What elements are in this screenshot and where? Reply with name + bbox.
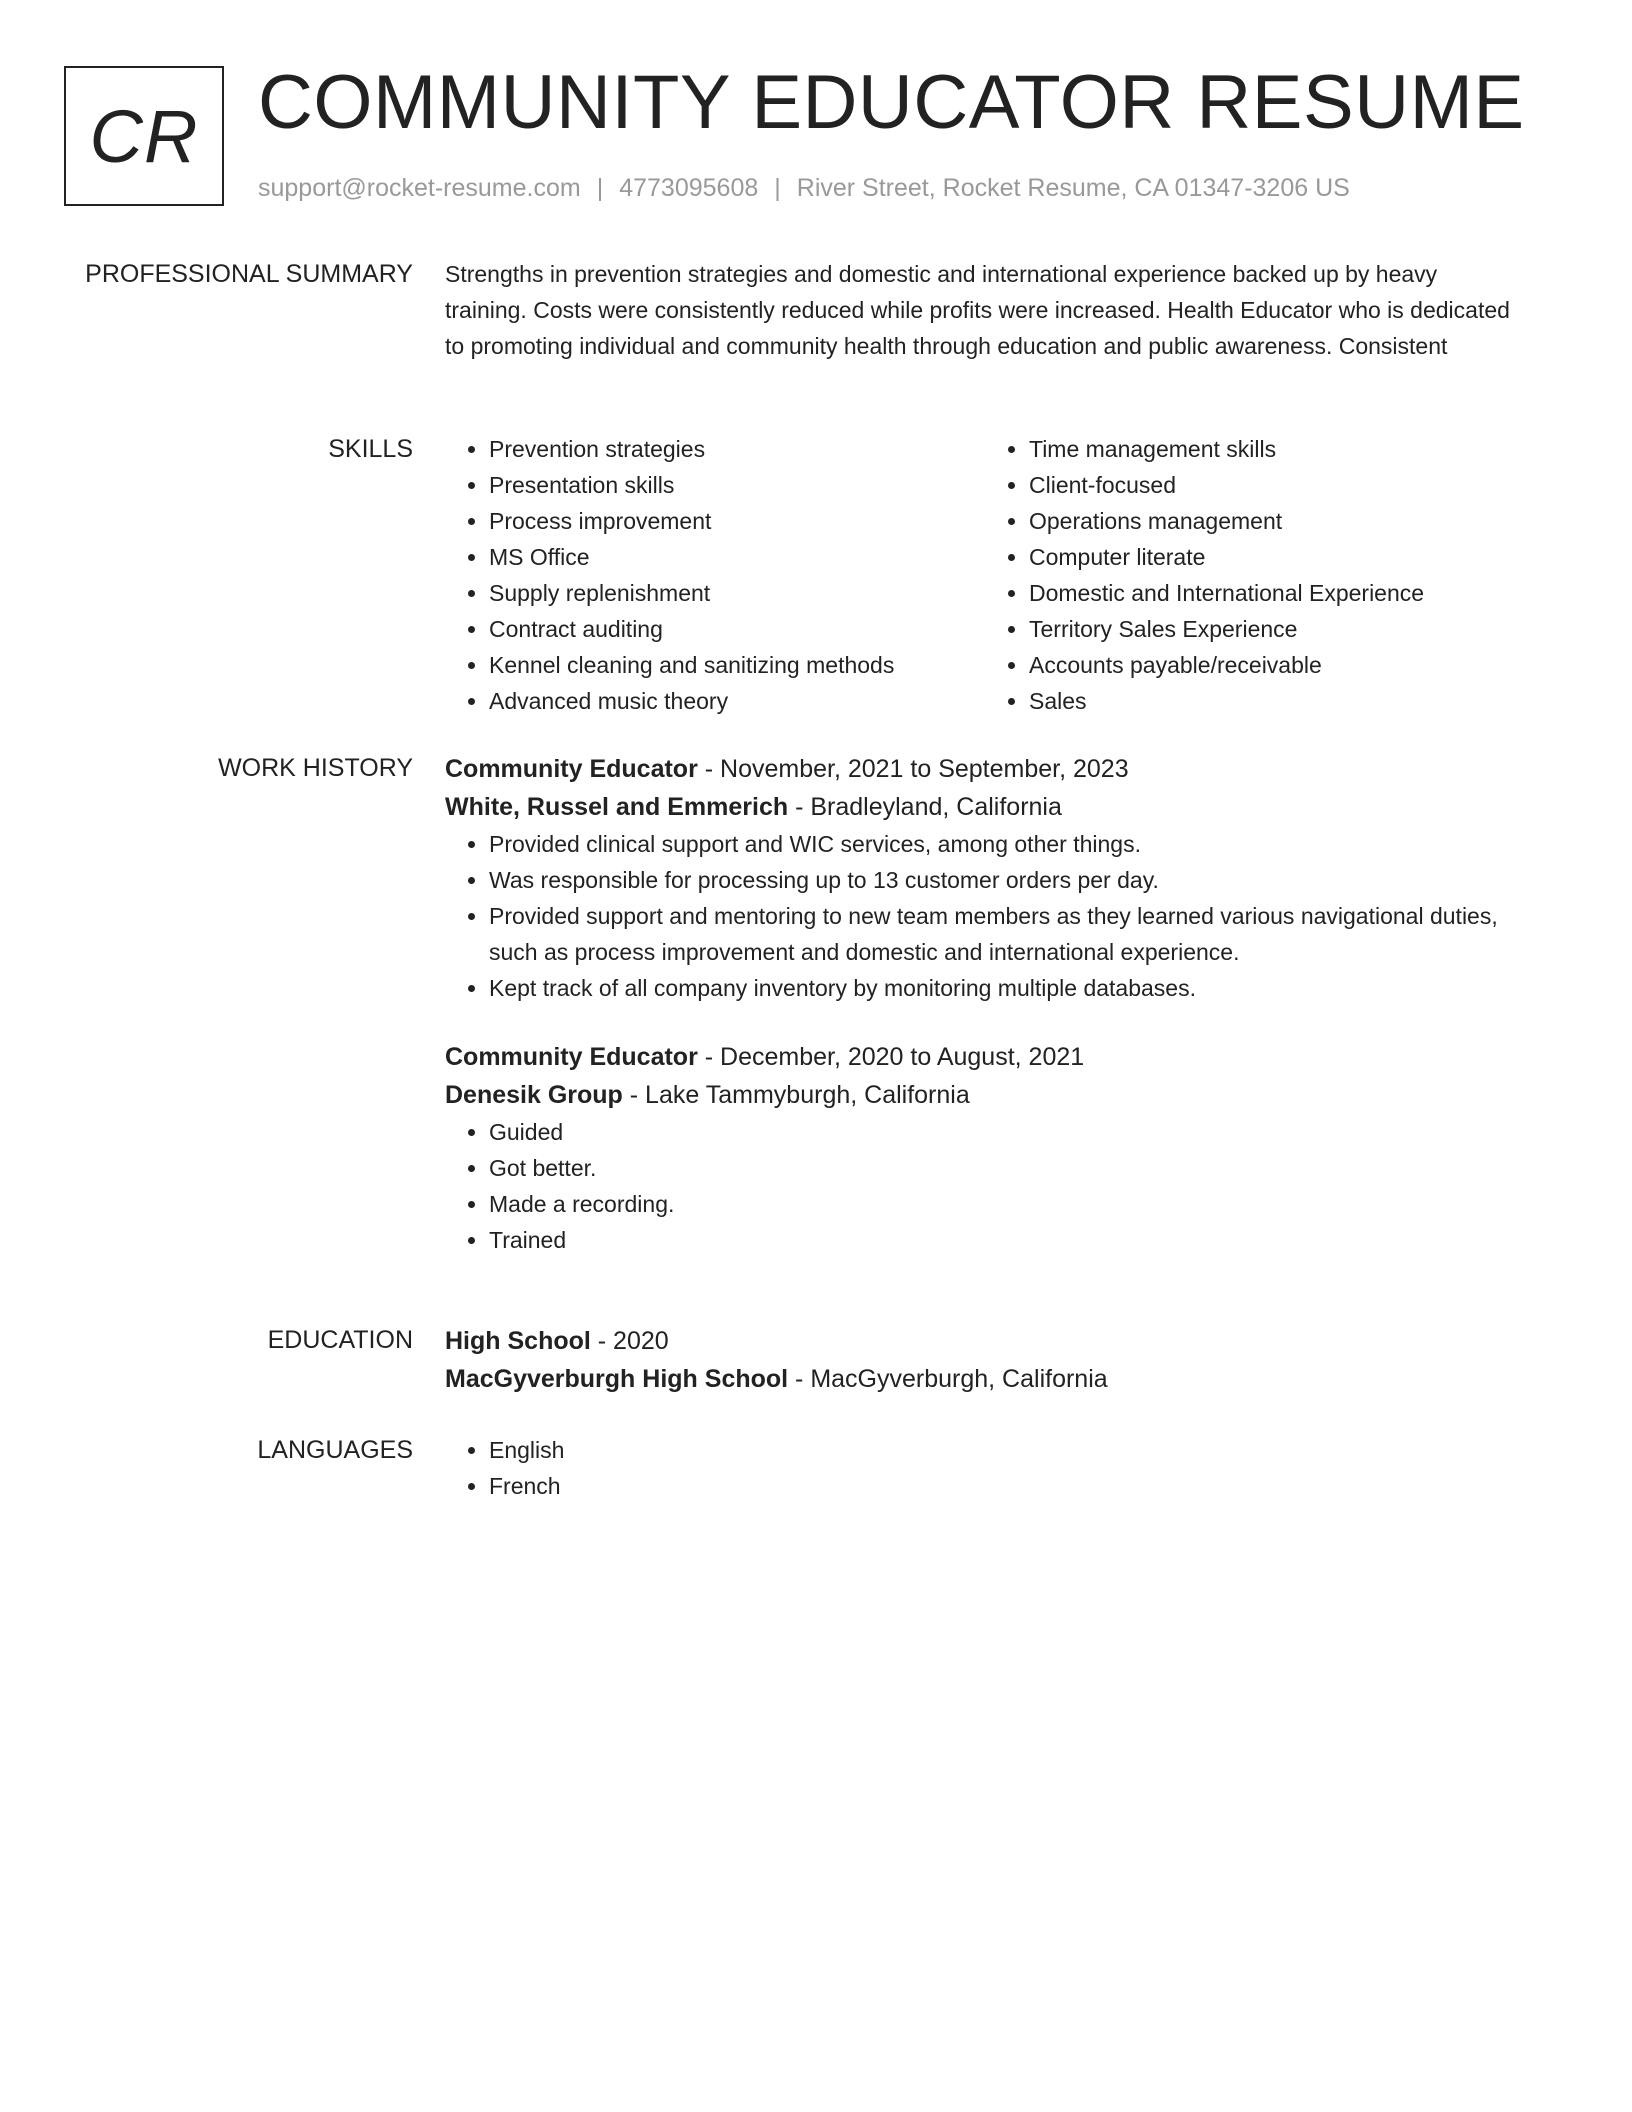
- job-company: Denesik Group: [445, 1081, 623, 1109]
- section-label-languages: LANGUAGES: [257, 1436, 413, 1464]
- contact-email: support@rocket-resume.com: [258, 174, 581, 202]
- skill-item: • Operations management: [1029, 503, 1525, 539]
- skill-item: • Kennel cleaning and sanitizing methods: [489, 647, 985, 683]
- section-label-work-history: WORK HISTORY: [218, 754, 413, 782]
- skill-item: • Computer literate: [1029, 539, 1525, 575]
- job-duty: • Provided clinical support and WIC services, among other things.: [489, 826, 1525, 862]
- skill-item: • Accounts payable/receivable: [1029, 647, 1525, 683]
- contact-separator: |: [596, 174, 604, 202]
- job-entry: [445, 750, 1525, 1006]
- skill-item: • Time management skills: [1029, 431, 1525, 467]
- job-duty: • Provided support and mentoring to new team members as they learned various navigational duties, such as process improvement and domestic and international experience.: [489, 898, 1525, 970]
- skill-item: • Process improvement: [489, 503, 985, 539]
- summary-body: [445, 256, 1525, 364]
- education-degree: High School: [445, 1327, 591, 1355]
- language-item: • French: [489, 1468, 1525, 1504]
- skill-item: • Sales: [1029, 683, 1525, 719]
- education-location: - MacGyverburgh, California: [788, 1365, 1108, 1393]
- job-company: White, Russel and Emmerich: [445, 793, 789, 821]
- monogram-initials: CR: [89, 94, 199, 178]
- skill-item: • MS Office: [489, 539, 985, 575]
- job-duty: • Guided: [489, 1114, 1525, 1150]
- section-label-education: EDUCATION: [267, 1326, 413, 1354]
- job-company-line: [445, 788, 1525, 826]
- skills-list-left: [445, 431, 985, 719]
- resume-title: COMMUNITY EDUCATOR RESUME: [258, 60, 1525, 145]
- section-label-skills: SKILLS: [328, 435, 413, 463]
- job-company-line: [445, 1076, 1525, 1114]
- languages-list: [445, 1432, 1525, 1504]
- skill-item: • Domestic and International Experience: [1029, 575, 1525, 611]
- job-duty: • Made a recording.: [489, 1186, 1525, 1222]
- job-title-line: [445, 750, 1525, 788]
- summary-text: Strengths in prevention strategies and domestic and international experience backed up by heavy training. Costs were consistently reduced while profits were increased. Health Educator who is dedicated to promoting individual and community health through education and public awareness. Consistent: [445, 261, 1510, 359]
- education-year: - 2020: [590, 1327, 669, 1355]
- job-duty: • Kept track of all company inventory by monitoring multiple databases.: [489, 970, 1525, 1006]
- education-school-line: [445, 1360, 1525, 1398]
- education-degree-line: [445, 1322, 1525, 1360]
- job-duty: • Trained: [489, 1222, 1525, 1258]
- job-title: Community Educator: [445, 755, 698, 783]
- job-location: - Bradleyland, California: [788, 793, 1062, 821]
- contact-address: River Street, Rocket Resume, CA 01347-3206 US: [796, 174, 1350, 202]
- skills-grid: [445, 431, 1525, 719]
- contact-separator: |: [774, 174, 781, 202]
- skill-item: • Prevention strategies: [489, 431, 985, 467]
- job-duty: • Got better.: [489, 1150, 1525, 1186]
- skill-item: • Territory Sales Experience: [1029, 611, 1525, 647]
- job-entry: [445, 1038, 1525, 1258]
- work-history-body: [445, 750, 1525, 1258]
- job-title-line: [445, 1038, 1525, 1076]
- education-body: [445, 1322, 1525, 1398]
- monogram-box: [64, 66, 224, 206]
- skill-item: • Contract auditing: [489, 611, 985, 647]
- job-title: Community Educator: [445, 1043, 698, 1071]
- skill-item: • Supply replenishment: [489, 575, 985, 611]
- skill-item: • Advanced music theory: [489, 683, 985, 719]
- job-location: - Lake Tammyburgh, California: [622, 1081, 970, 1109]
- contact-phone: 4773095608: [619, 174, 759, 202]
- contact-line: [258, 174, 1350, 203]
- skill-item: • Client-focused: [1029, 467, 1525, 503]
- job-duties-list: [445, 1114, 1525, 1258]
- skills-column-right: [985, 431, 1525, 719]
- languages-body: [445, 1432, 1525, 1504]
- education-school: MacGyverburgh High School: [445, 1365, 789, 1393]
- skill-item: • Presentation skills: [489, 467, 985, 503]
- skills-column-left: [445, 431, 985, 719]
- job-duty: • Was responsible for processing up to 13 customer orders per day.: [489, 862, 1525, 898]
- job-dates: - November, 2021 to September, 2023: [697, 755, 1129, 783]
- job-dates: - December, 2020 to August, 2021: [697, 1043, 1085, 1071]
- language-item: • English: [489, 1432, 1525, 1468]
- section-label-summary: PROFESSIONAL SUMMARY: [85, 260, 413, 288]
- job-duties-list: [445, 826, 1525, 1006]
- skills-list-right: [985, 431, 1525, 719]
